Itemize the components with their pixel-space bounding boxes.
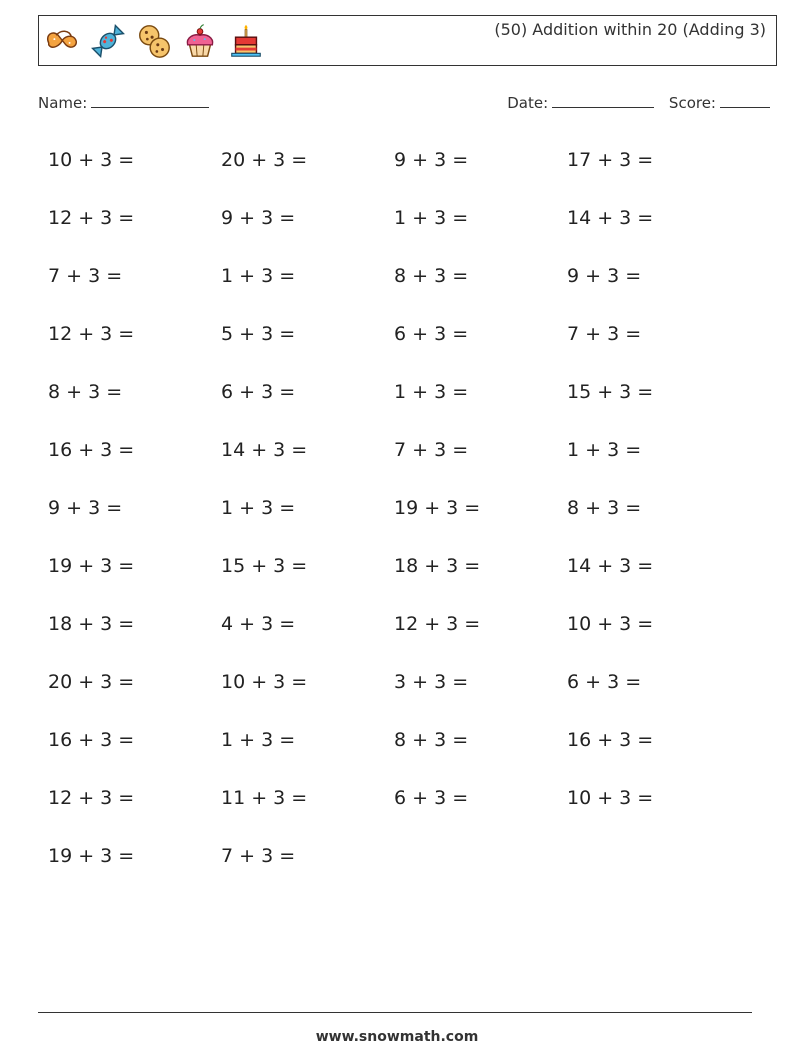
pretzel-icon xyxy=(43,21,81,61)
problem-item: 10 + 3 = xyxy=(221,671,308,693)
problem-item: 10 + 3 = xyxy=(48,149,135,171)
problem-item: 1 + 3 = xyxy=(394,381,469,403)
problem-item: 12 + 3 = xyxy=(394,613,481,635)
problem-item: 20 + 3 = xyxy=(48,671,135,693)
problem-grid xyxy=(48,145,748,899)
problem-item: 14 + 3 = xyxy=(567,555,654,577)
birthday-cake-icon xyxy=(227,21,265,61)
problem-item: 12 + 3 = xyxy=(48,207,135,229)
problem-item: 7 + 3 = xyxy=(48,265,123,287)
problem-item: 19 + 3 = xyxy=(394,497,481,519)
footer-website: www.snowmath.com xyxy=(315,1029,479,1045)
problem-item: 14 + 3 = xyxy=(221,439,308,461)
problem-item: 16 + 3 = xyxy=(567,729,654,751)
problem-item: 5 + 3 = xyxy=(221,323,296,345)
problem-item: 8 + 3 = xyxy=(394,729,469,751)
problem-item: 8 + 3 = xyxy=(567,497,642,519)
problem-item: 16 + 3 = xyxy=(48,439,135,461)
problem-item: 6 + 3 = xyxy=(567,671,642,693)
problem-item: 12 + 3 = xyxy=(48,323,135,345)
problem-item: 17 + 3 = xyxy=(567,149,654,171)
problem-item: 6 + 3 = xyxy=(394,323,469,345)
problem-item: 9 + 3 = xyxy=(48,497,123,519)
problem-item: 9 + 3 = xyxy=(567,265,642,287)
footer-divider xyxy=(38,1012,752,1013)
problem-item: 10 + 3 = xyxy=(567,787,654,809)
problem-item: 4 + 3 = xyxy=(221,613,296,635)
problem-item: 15 + 3 = xyxy=(567,381,654,403)
problem-item: 7 + 3 = xyxy=(394,439,469,461)
worksheet-title: (50) Addition within 20 (Adding 3) xyxy=(494,20,766,39)
problem-item: 8 + 3 = xyxy=(394,265,469,287)
problem-item: 15 + 3 = xyxy=(221,555,308,577)
cupcake-icon xyxy=(181,21,219,61)
candy-icon xyxy=(89,21,127,61)
score-label: Score: xyxy=(668,94,716,112)
name-field xyxy=(38,93,209,112)
problem-item: 19 + 3 = xyxy=(48,845,135,867)
problem-item: 7 + 3 = xyxy=(221,845,296,867)
problem-item: 20 + 3 = xyxy=(221,149,308,171)
problem-item: 9 + 3 = xyxy=(221,207,296,229)
cookies-icon xyxy=(135,21,173,61)
problem-item: 11 + 3 = xyxy=(221,787,308,809)
name-label: Name: xyxy=(38,94,88,112)
problem-item: 6 + 3 = xyxy=(394,787,469,809)
date-label: Date: xyxy=(507,94,549,112)
date-score-fields xyxy=(507,93,770,112)
problem-item: 6 + 3 = xyxy=(221,381,296,403)
problem-item: 3 + 3 = xyxy=(394,671,469,693)
problem-item: 1 + 3 = xyxy=(221,265,296,287)
worksheet-header xyxy=(38,15,777,66)
problem-item: 1 + 3 = xyxy=(221,497,296,519)
score-blank-line[interactable] xyxy=(720,93,770,108)
problem-item: 12 + 3 = xyxy=(48,787,135,809)
problem-item: 7 + 3 = xyxy=(567,323,642,345)
problem-item: 1 + 3 = xyxy=(567,439,642,461)
date-blank-line[interactable] xyxy=(552,93,654,108)
problem-item: 8 + 3 = xyxy=(48,381,123,403)
problem-item: 18 + 3 = xyxy=(394,555,481,577)
problem-item: 14 + 3 = xyxy=(567,207,654,229)
name-blank-line[interactable] xyxy=(91,93,209,108)
problem-item: 10 + 3 = xyxy=(567,613,654,635)
problem-item: 1 + 3 = xyxy=(221,729,296,751)
problem-item: 1 + 3 = xyxy=(394,207,469,229)
problem-item: 9 + 3 = xyxy=(394,149,469,171)
problem-item: 16 + 3 = xyxy=(48,729,135,751)
header-icons xyxy=(43,20,265,62)
problem-item: 18 + 3 = xyxy=(48,613,135,635)
problem-item: 19 + 3 = xyxy=(48,555,135,577)
